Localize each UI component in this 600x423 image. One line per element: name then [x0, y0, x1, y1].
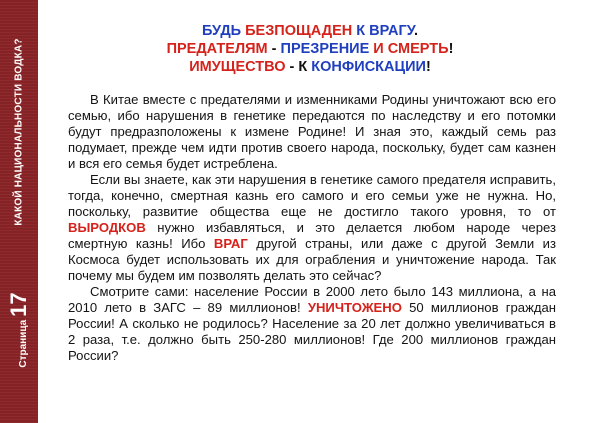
heading-1a: БУДЬ: [202, 23, 246, 39]
heading-3a: ИМУЩЕСТВО: [189, 59, 286, 75]
heading-2b: -: [267, 41, 281, 57]
sidebar: [0, 0, 38, 423]
p2-highlight-vrag: ВРАГ: [213, 236, 248, 251]
heading-line-3: [90, 58, 530, 76]
heading-3d: !: [425, 59, 431, 75]
page-number: 17: [6, 292, 31, 317]
paragraph-2: [68, 172, 556, 284]
p2-highlight-vyrodkov: ВЫРОДКОВ: [68, 220, 146, 235]
paragraph-1: В Китае вместе с предателями и изменниками Родины уничтожают всю его семью, ибо нарушения в генетике передаются по наследству и его потомки будут предразположены к измене Родине! И зная это, каждый семь раз подумает, прежде чем идти против своего народа, поскольку, будет сам казнен и вся его семья будет истреблена.: [68, 92, 556, 171]
heading-2d: И: [369, 41, 388, 57]
heading-3c: КОНФИСКАЦИИ: [311, 59, 426, 75]
p2-text-a: Если вы знаете, как эти нарушения в генетике самого предателя исправить, тогда, конечно, смертная казнь его самого и его семьи уже не нужна. Но, поскольку, развитие общества еще не достигло такого уровня, то от: [68, 172, 556, 219]
heading-1b: БЕЗПОЩАДЕН: [245, 23, 353, 39]
heading-line-1: [90, 22, 530, 40]
paragraph-3: [68, 284, 556, 364]
heading-2c: ПРЕЗРЕНИЕ: [280, 41, 370, 57]
p2-text-c: нужно избавляться, и это делается любом народе через смертную казнь! Ибо: [68, 220, 556, 251]
heading: [90, 22, 530, 76]
heading-3b: - К: [285, 59, 312, 75]
p3-text-a: Смотрите сами: население России в 2000 лето было 143 миллиона, а на 2010 лето в ЗАГС – 89 миллионов!: [68, 284, 556, 315]
heading-1c: К ВРАГУ: [352, 23, 414, 39]
p2-text-e: другой страны, или даже с другой Земли из Космоса будет использовать их для ограбления и уничтожение народа. Так почему мы будем им позволять делать это сейчас?: [68, 236, 557, 283]
heading-2f: !: [448, 41, 454, 57]
heading-line-2: [90, 40, 530, 58]
side-title: КАКОЙ НАЦИОНАЛЬНОСТИ ВОДКА?: [13, 38, 25, 226]
p3-text-c: 50 миллионов граждан России! А сколько не родилось? Население за 20 лет должно увеличиваться в 2 раза, т.е. должно быть 250-280 миллионов! Где 200 миллионов граждан России?: [68, 300, 556, 363]
body-text: [68, 92, 556, 364]
page-word: Страница: [18, 319, 29, 368]
heading-1d: .: [413, 23, 418, 39]
heading-2e: СМЕРТЬ: [387, 41, 449, 57]
heading-2a: ПРЕДАТЕЛЯМ: [166, 41, 268, 57]
p3-highlight-unichtozheno: УНИЧТОЖЕНО: [307, 300, 402, 315]
page-label-rotated: [8, 292, 30, 367]
